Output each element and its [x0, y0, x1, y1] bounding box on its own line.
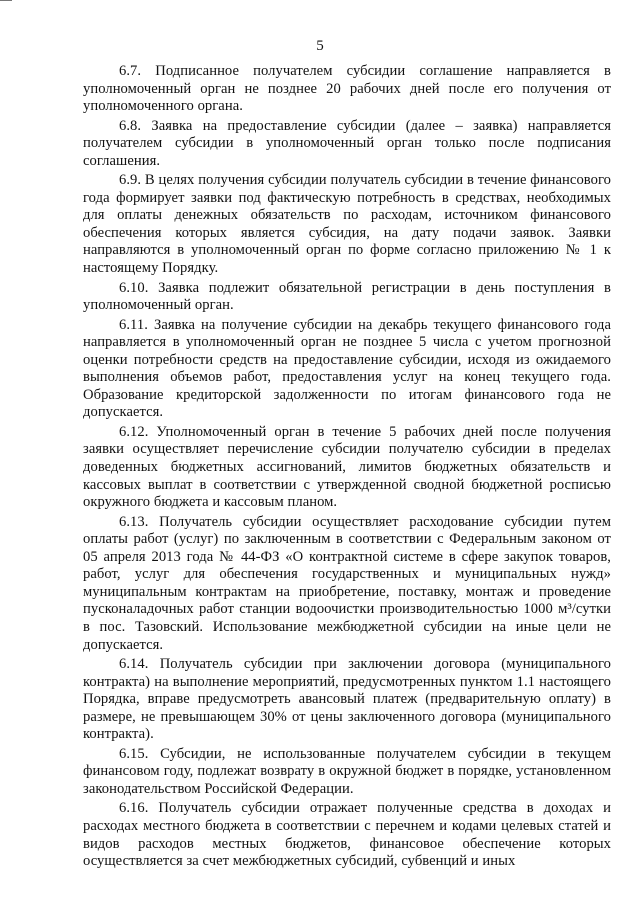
paragraph-6-11: 6.11. Заявка на получение субсидии на декабрь текущего финансового года направляется в уполномоченный орган не позднее 5 числа с учетом прогнозной оценки потребности средств на предоставление субсидии, исходя из ожидаемого выполнения объемов работ, предоставления услуг на конец текущего года. Образование кредиторской задолженности по итогам финансового года не допускается.: [83, 316, 611, 421]
paragraph-6-16: 6.16. Получатель субсидии отражает полученные средства в доходах и расходах местного бюджета в соответствии с перечнем и кодами целевых статей и видов расходов местных бюджетов, финансовое обеспечение которых осуществляется за счет межбюджетных субсидий, субвенций и иных: [83, 800, 611, 870]
paragraph-6-7: 6.7. Подписанное получателем субсидии соглашение направляется в уполномоченный орган не позднее 20 рабочих дней после его получения от уполномоченного органа.: [83, 63, 611, 115]
paragraph-6-10: 6.10. Заявка подлежит обязательной регистрации в день поступления в уполномоченный орган.: [83, 279, 611, 314]
scan-corner-mark: [0, 0, 12, 5]
paragraph-6-12: 6.12. Уполномоченный орган в течение 5 рабочих дней после получения заявки осуществляет перечисление субсидии получателю субсидии в пределах доведенных бюджетных ассигнований, лимитов бюджетных обязательств и кассовых выплат в соответствии с утвержденной сводной бюджетной росписью окружного бюджета и кассовым планом.: [83, 423, 611, 511]
paragraph-6-8: 6.8. Заявка на предоставление субсидии (далее – заявка) направляется получателем субсидии в уполномоченный орган только после подписания соглашения.: [83, 117, 611, 169]
paragraph-6-13: 6.13. Получатель субсидии осуществляет расходование субсидии путем оплаты работ (услуг) по заключенным в соответствии с Федеральным законом от 05 апреля 2013 года № 44-ФЗ «О контрактной системе в сфере закупок товаров, работ, услуг для обеспечения государственных и муниципальных нужд» муниципальным контрактам на приобретение, поставку, монтаж и проведение пусконаладочных работ станции водоочистки производительностью 1000 м³/сутки в пос. Тазовский. Использование межбюджетной субсидии на иные цели не допускается.: [83, 513, 611, 653]
document-body: [83, 63, 611, 873]
paragraph-6-9: 6.9. В целях получения субсидии получатель субсидии в течение финансового года формирует заявки под фактическую потребность в средствах, необходимых для оплаты денежных обязательств по расходам, источником финансового обеспечения которых является субсидия, на дату подачи заявок. Заявки направляются в уполномоченный орган по форме согласно приложению № 1 к настоящему Порядку.: [83, 172, 611, 277]
page-number: 5: [316, 38, 324, 54]
paragraph-6-14: 6.14. Получатель субсидии при заключении договора (муниципального контракта) на выполнение мероприятий, предусмотренных пунктом 1.1 настоящего Порядка, вправе предусмотреть авансовый платеж (предварительную оплату) в размере, не превышающем 30% от цены заключенного договора (муниципального контракта).: [83, 656, 611, 743]
paragraph-6-15: 6.15. Субсидии, не использованные получателем субсидии в текущем финансовом году, подлежат возврату в окружной бюджет в порядке, установленном законодательством Российской Федерации.: [83, 745, 611, 797]
